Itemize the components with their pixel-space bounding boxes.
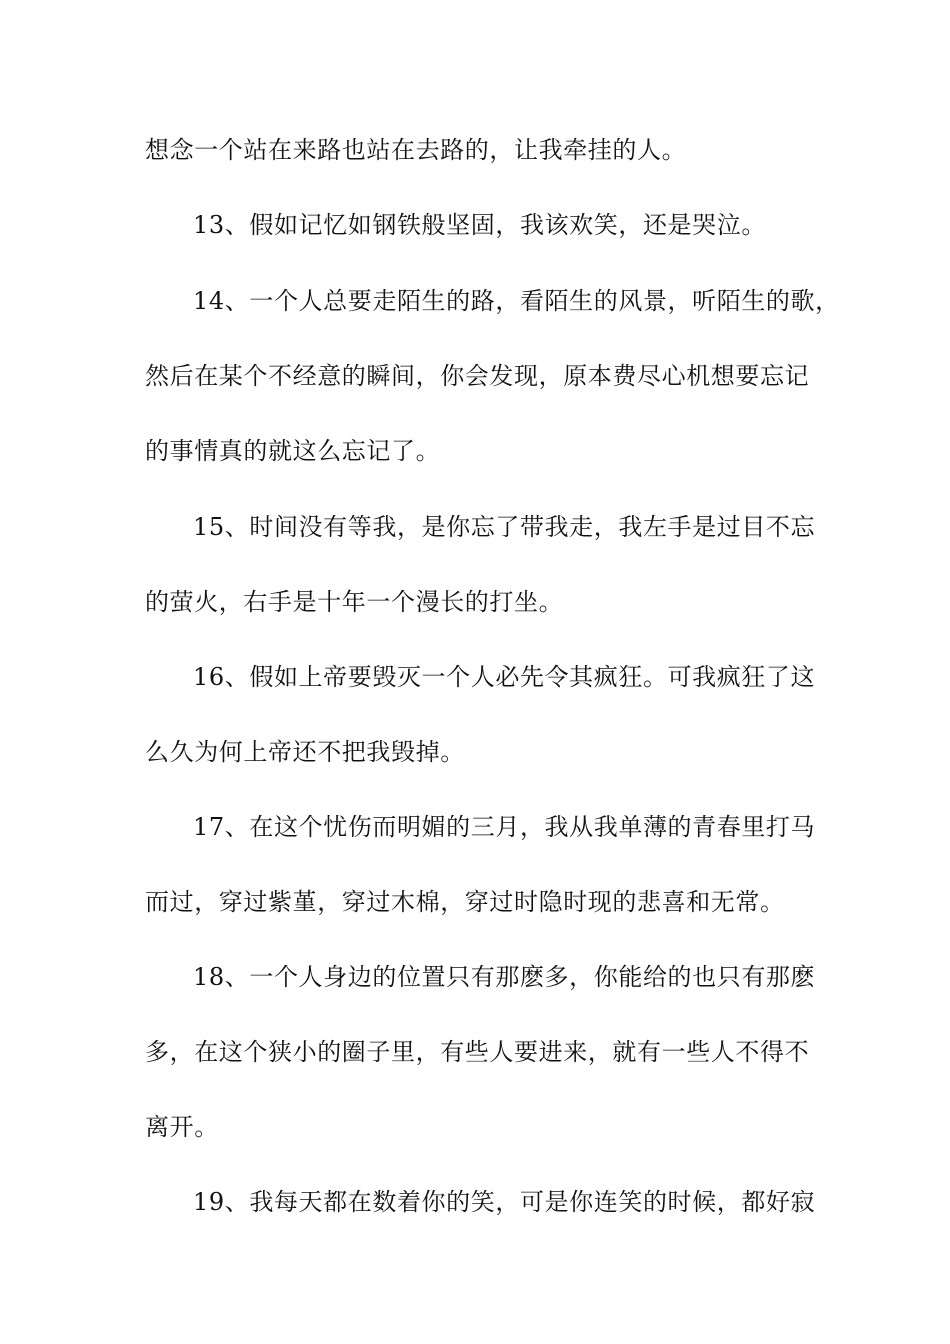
text-line: 18、一个人身边的位置只有那麽多，你能给的也只有那麽 [193, 963, 816, 991]
text-line: 15、时间没有等我，是你忘了带我走，我左手是过目不忘 [193, 513, 816, 541]
text-line: 想念一个站在来路也站在去路的，让我牵挂的人。 [145, 136, 687, 164]
text-line: 13、假如记忆如钢铁般坚固，我该欢笑，还是哭泣。 [193, 211, 766, 239]
text-line: 16、假如上帝要毁灭一个人必先令其疯狂。可我疯狂了这 [193, 663, 816, 691]
text-line: 么久为何上帝还不把我毁掉。 [145, 738, 465, 766]
text-line: 的事情真的就这么忘记了。 [145, 437, 441, 465]
text-line: 离开。 [145, 1113, 219, 1141]
text-line: 的萤火，右手是十年一个漫长的打坐。 [145, 588, 564, 616]
text-line: 14、一个人总要走陌生的路，看陌生的风景，听陌生的歌， [193, 287, 840, 315]
text-line: 而过，穿过紫堇，穿过木棉，穿过时隐时现的悲喜和无常。 [145, 888, 785, 916]
text-line: 然后在某个不经意的瞬间，你会发现，原本费尽心机想要忘记 [145, 362, 810, 390]
text-line: 17、在这个忧伤而明媚的三月，我从我单薄的青春里打马 [193, 813, 816, 841]
text-line: 多，在这个狭小的圈子里，有些人要进来，就有一些人不得不 [145, 1038, 810, 1066]
text-line: 19、我每天都在数着你的笑，可是你连笑的时候，都好寂 [193, 1188, 816, 1216]
